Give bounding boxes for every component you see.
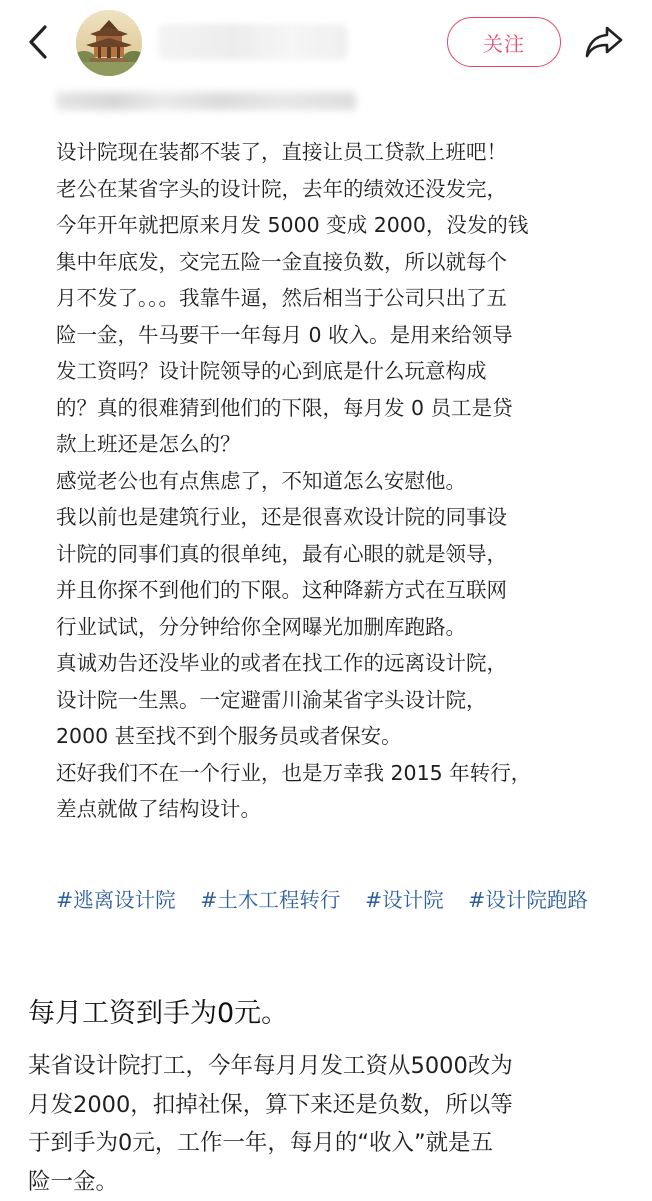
summary-line: 于到手为0元，工作一年，每月的“收入”就是五: [28, 1124, 628, 1163]
share-arrow-icon: [584, 24, 624, 60]
summary-line: 某省设计院打工，今年每月月发工资从5000改为: [28, 1047, 628, 1086]
post-line: 并且你探不到他们的下限。这种降薪方式在互联网: [56, 572, 616, 609]
avatar[interactable]: [76, 10, 142, 76]
post-line: 月不发了。。。我靠牛逼，然后相当于公司只出了五: [56, 280, 616, 317]
post-line: 险一金，牛马要干一年每月 0 收入。是用来给领导: [56, 317, 616, 354]
summary-body: [28, 1047, 628, 1201]
hashtag[interactable]: #逃离设计院: [56, 880, 176, 920]
blurred-username: [158, 24, 348, 60]
post-body: [56, 134, 616, 828]
post-line: 感觉老公也有点焦虑了，不知道怎么安慰他。: [56, 463, 616, 500]
post-line: 发工资吗？设计院领导的心到底是什么玩意构成: [56, 353, 616, 390]
post-line: 2000 甚至找不到个服务员或者保安。: [56, 718, 616, 755]
post-line: 老公在某省字头的设计院，去年的绩效还没发完，: [56, 171, 616, 208]
summary-line: 月发2000，扣掉社保，算下来还是负数，所以等: [28, 1086, 628, 1125]
post-line: 设计院一生黑。一定避雷川渝某省字头设计院，: [56, 682, 616, 719]
share-button[interactable]: [582, 22, 626, 62]
summary-line: 险一金。: [28, 1163, 628, 1201]
hashtag-list: [56, 880, 616, 920]
back-button[interactable]: [18, 20, 58, 64]
post-line: 设计院现在装都不装了，直接让员工贷款上班吧！: [56, 134, 616, 171]
post-line: 差点就做了结构设计。: [56, 791, 616, 828]
post-line: 集中年底发，交完五险一金直接负数，所以就每个: [56, 244, 616, 281]
chevron-left-icon: [26, 22, 50, 62]
follow-button[interactable]: [447, 17, 561, 67]
follow-button-label: 关注: [483, 28, 525, 57]
post-line: 真诚劝告还没毕业的或者在找工作的远离设计院，: [56, 645, 616, 682]
pavilion-avatar-icon: [76, 10, 142, 76]
hashtag[interactable]: #设计院跑路: [468, 880, 588, 920]
top-bar: [0, 0, 652, 84]
post-line: 我以前也是建筑行业，还是很喜欢设计院的同事设: [56, 499, 616, 536]
post-line: 款上班还是怎么的？: [56, 426, 616, 463]
post-line: 还好我们不在一个行业，也是万幸我 2015 年转行，: [56, 755, 616, 792]
post-line: 计院的同事们真的很单纯，最有心眼的就是领导，: [56, 536, 616, 573]
post-line: 的？真的很难猜到他们的下限，每月发 0 员工是贷: [56, 390, 616, 427]
post-line: 今年开年就把原来月发 5000 变成 2000，没发的钱: [56, 207, 616, 244]
post-line: 行业试试，分分钟给你全网曝光加删库跑路。: [56, 609, 616, 646]
hashtag[interactable]: #设计院: [365, 880, 444, 920]
summary-title: 每月工资到手为0元。: [28, 994, 288, 1034]
blurred-previous-line: [56, 92, 356, 110]
hashtag[interactable]: #土木工程转行: [200, 880, 340, 920]
